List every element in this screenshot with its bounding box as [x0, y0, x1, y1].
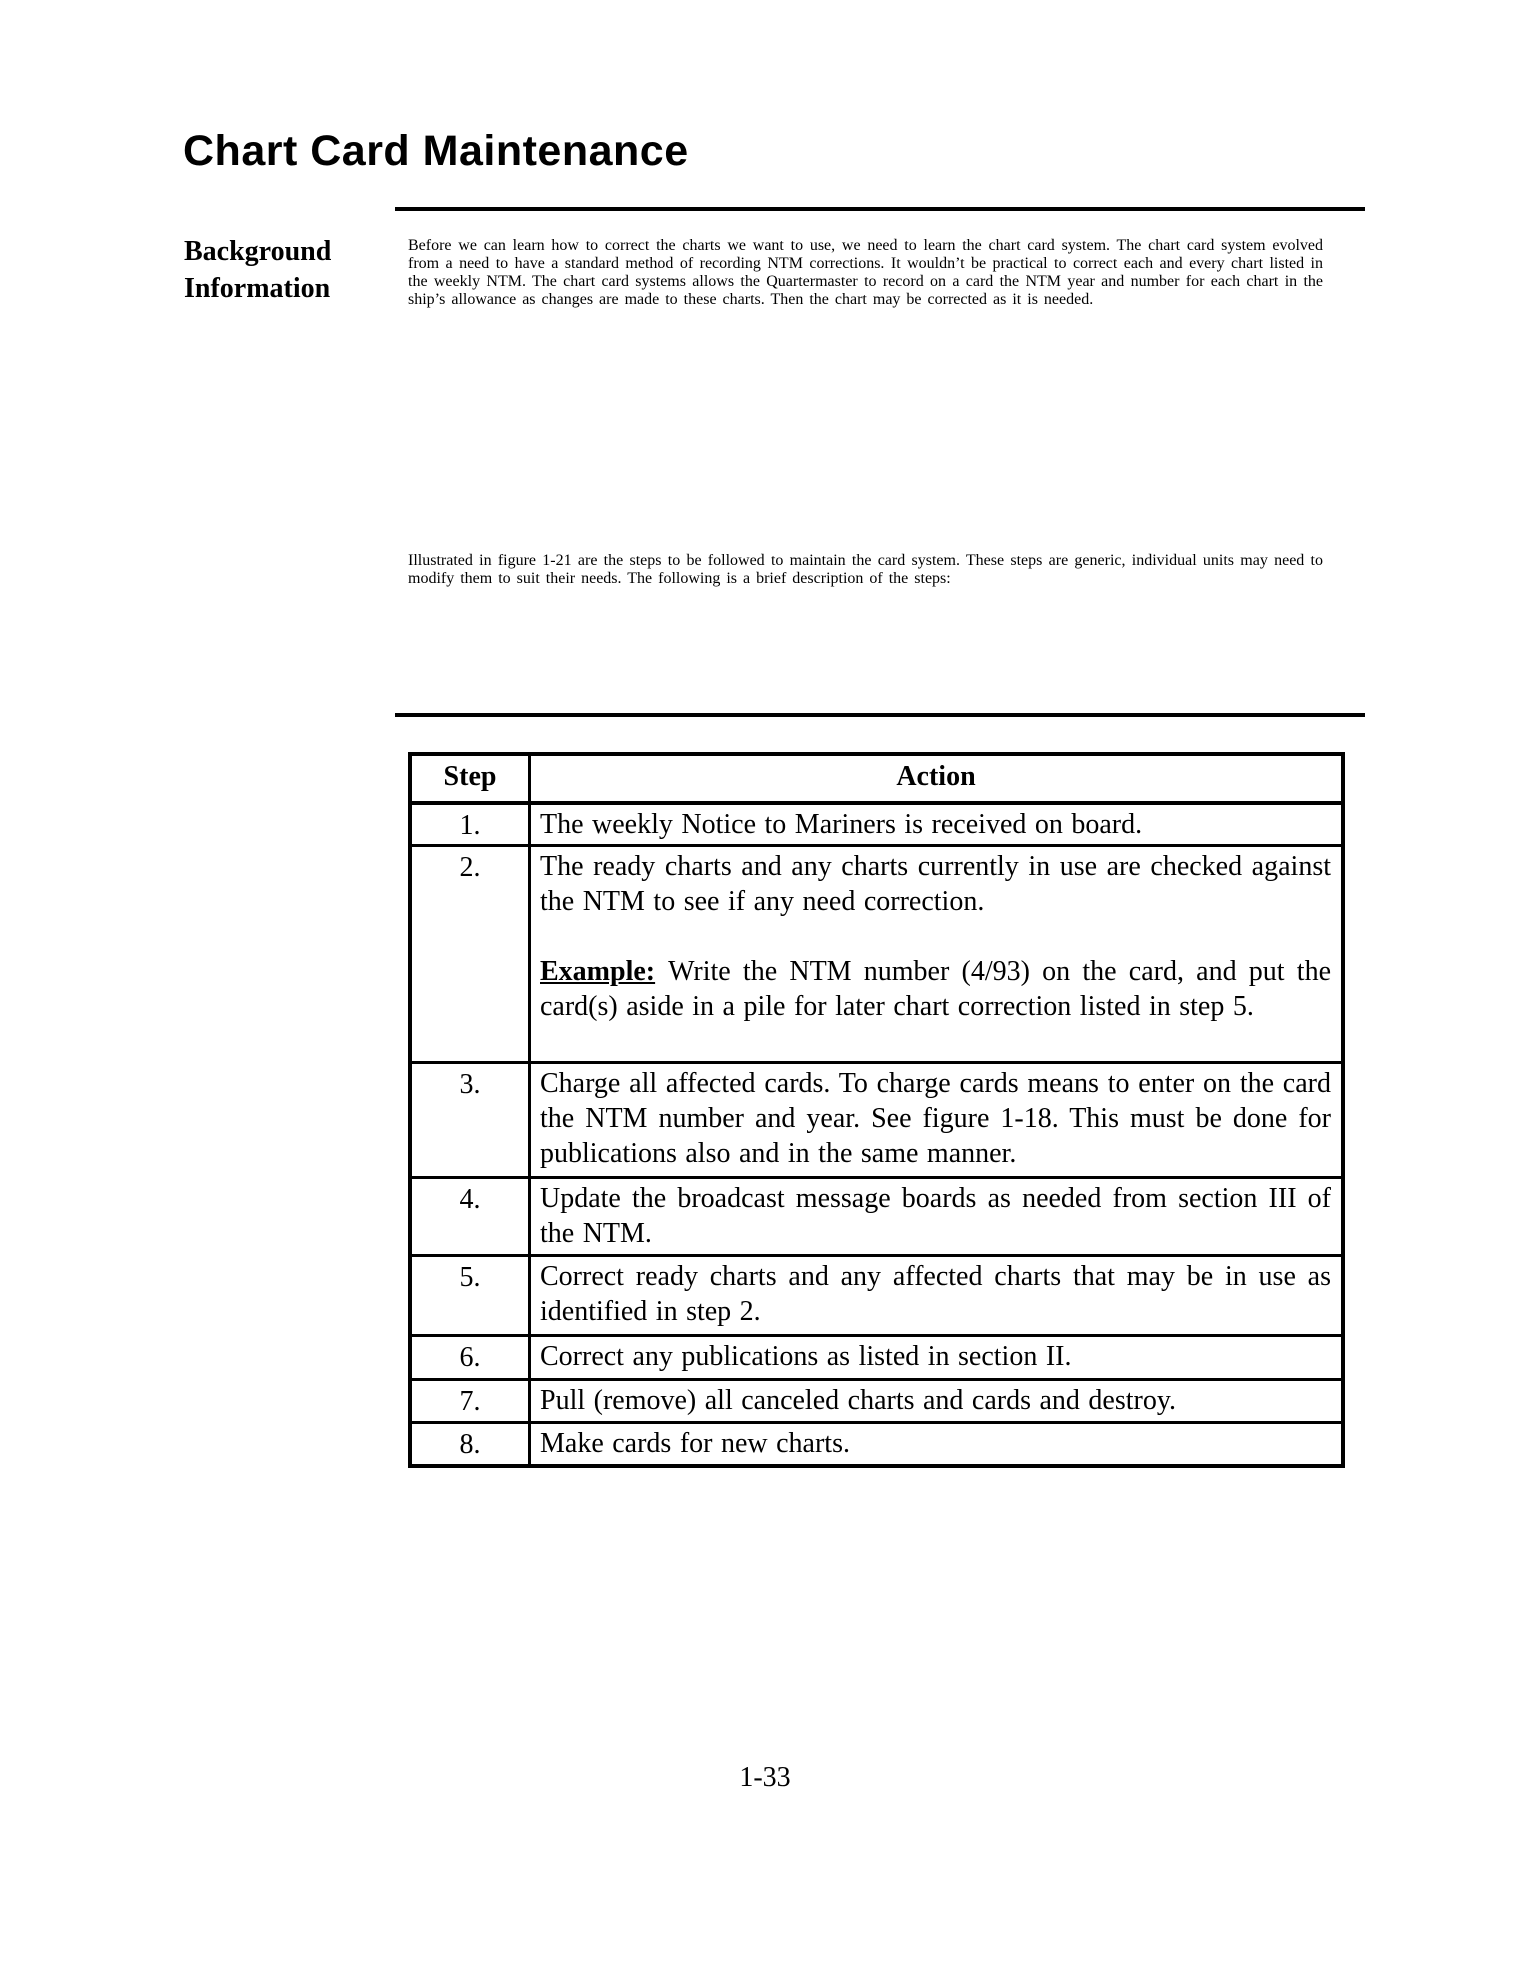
table-row: [410, 1178, 1343, 1256]
action-cell: Pull (remove) all canceled charts and cards and destroy.: [530, 1380, 1344, 1423]
action-cell: Update the broadcast message boards as needed from section III of the NTM.: [530, 1178, 1344, 1256]
step-cell: 5.: [410, 1256, 530, 1336]
table-row: [410, 803, 1343, 846]
action-cell: Correct ready charts and any affected charts that may be in use as identified in step 2.: [530, 1256, 1344, 1336]
steps-table-header: [410, 754, 1343, 803]
table-row: [410, 1423, 1343, 1466]
table-row: [410, 1380, 1343, 1423]
step-column-header: Step: [410, 754, 530, 803]
header-row: [410, 754, 1343, 803]
table-row: [410, 846, 1343, 1063]
example-paragraph: Example: Write the NTM number (4/93) on the card, and put the card(s) aside in a pile for later chart correction listed in step 5.: [540, 956, 1331, 1022]
action-text: The ready charts and any charts currently in use are checked against the NTM to see if any need correction.: [540, 851, 1331, 917]
action-cell: [530, 846, 1344, 1063]
steps-table-body: [410, 803, 1343, 1466]
action-cell: Make cards for new charts.: [530, 1423, 1344, 1466]
page-number: 1-33: [739, 1762, 791, 1793]
page-title: Chart Card Maintenance: [183, 126, 689, 175]
table-row: [410, 1336, 1343, 1380]
action-cell: The weekly Notice to Mariners is received on board.: [530, 803, 1344, 846]
action-column-header: Action: [530, 754, 1344, 803]
background-paragraph-1: Before we can learn how to correct the charts we want to use, we need to learn the chart card system. The chart card system evolved from a need to have a standard method of recording NTM corrections. It wouldn’t be practical to correct each and every chart listed in the weekly NTM. The chart card systems allows the Quartermaster to record on a card the NTM year and number for each chart in the ship’s allowance as changes are made to these charts. Then the chart may be corrected as it is needed.: [408, 237, 1323, 308]
section-divider-bottom: [395, 713, 1365, 717]
step-cell: 6.: [410, 1336, 530, 1380]
example-label: Example:: [540, 956, 656, 987]
step-cell: 7.: [410, 1380, 530, 1423]
step-cell: 1.: [410, 803, 530, 846]
section-label: [184, 233, 331, 307]
table-row: [410, 1063, 1343, 1178]
steps-table: [408, 752, 1345, 1468]
section-divider-top: [395, 207, 1365, 211]
section-label-line2: Information: [184, 273, 331, 304]
table-row: [410, 1256, 1343, 1336]
action-cell: Correct any publications as listed in section II.: [530, 1336, 1344, 1380]
step-cell: 2.: [410, 846, 530, 1063]
step-cell: 4.: [410, 1178, 530, 1256]
section-label-line1: Background: [184, 236, 332, 267]
action-cell: Charge all affected cards. To charge cards means to enter on the card the NTM number and year. See figure 1-18. This must be done for publications also and in the same manner.: [530, 1063, 1344, 1178]
step-cell: 3.: [410, 1063, 530, 1178]
background-paragraph-2: Illustrated in figure 1-21 are the steps to be followed to maintain the card system. These steps are generic, individual units may need to modify them to suit their needs. The following is a brief description of the steps:: [408, 552, 1323, 587]
step-cell: 8.: [410, 1423, 530, 1466]
